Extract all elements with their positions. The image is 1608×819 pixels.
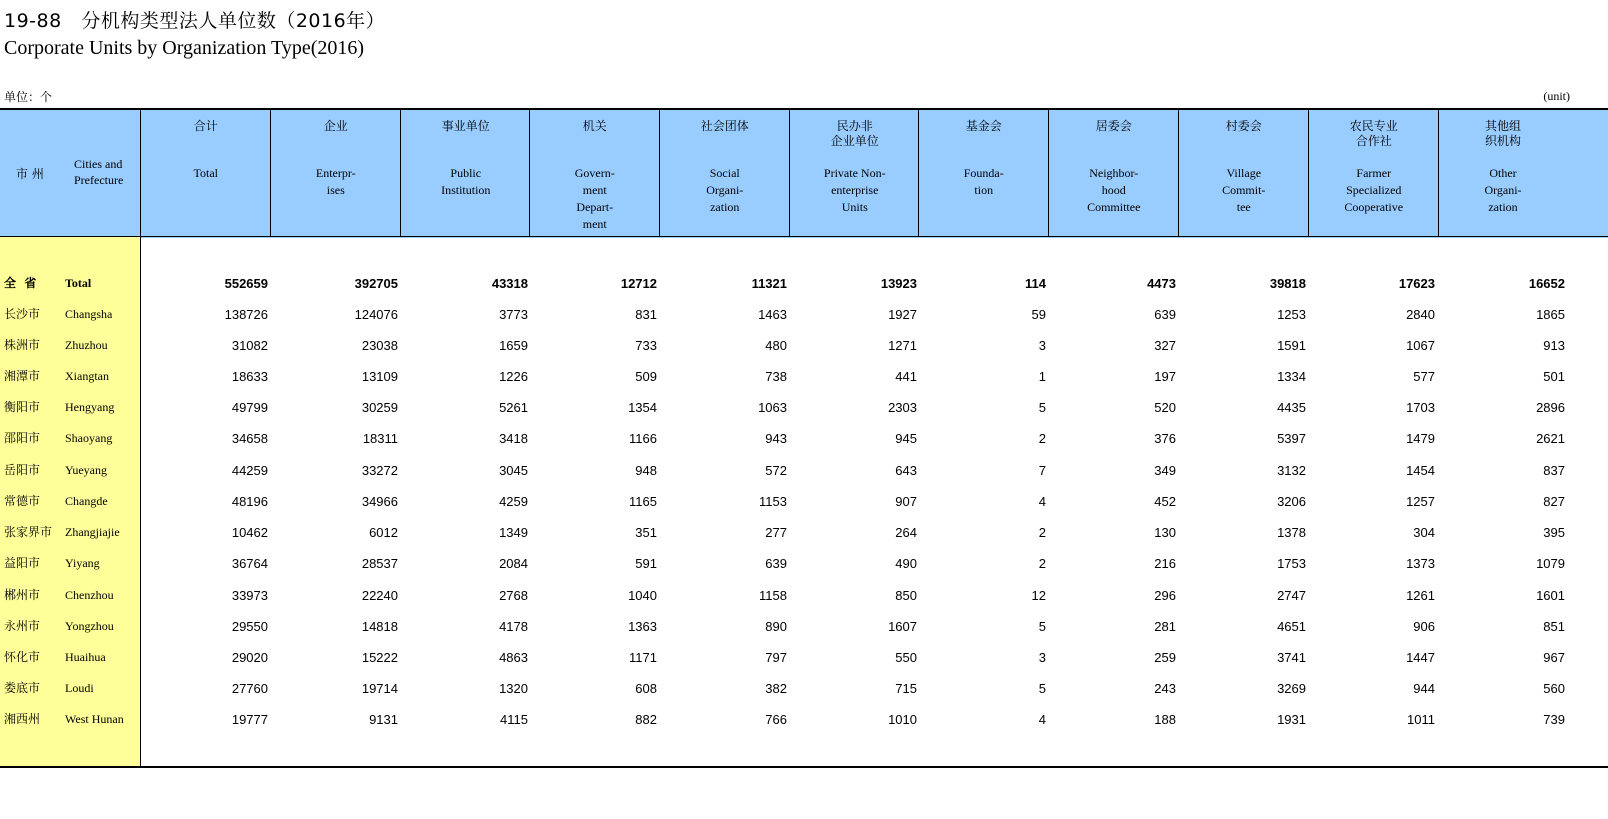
table-cell: 827 xyxy=(1543,494,1565,509)
table-row xyxy=(0,517,1608,548)
unit-label-en: (unit) xyxy=(1543,89,1570,103)
table-cell: 392705 xyxy=(354,276,398,291)
column-header-en: Social Organi- zation xyxy=(706,166,744,214)
table-cell: 572 xyxy=(765,463,787,478)
table-cell: 296 xyxy=(1154,588,1176,603)
column-header xyxy=(141,110,271,236)
table-cell: 2747 xyxy=(1277,588,1306,603)
table-cell: 36764 xyxy=(231,556,268,571)
table-cell: 4473 xyxy=(1147,276,1176,291)
table-cell: 1 xyxy=(1038,369,1046,384)
column-divider xyxy=(1048,110,1049,237)
table-cell: 831 xyxy=(635,307,657,322)
table-cell: 28537 xyxy=(361,556,398,571)
table-cell: 608 xyxy=(635,681,657,696)
row-label-cn: 娄底市 xyxy=(4,681,41,695)
table-cell: 3 xyxy=(1038,650,1046,665)
column-header-en: Total xyxy=(193,166,218,180)
table-cell: 1334 xyxy=(1277,369,1306,384)
table-cell: 48196 xyxy=(231,494,268,509)
column-header xyxy=(919,110,1049,236)
table-row xyxy=(0,642,1608,673)
row-label-cn: 长沙市 xyxy=(4,307,41,321)
table-cell: 130 xyxy=(1154,525,1176,540)
table-cell: 264 xyxy=(895,525,917,540)
table-cell: 23038 xyxy=(361,338,398,353)
table-cell: 1063 xyxy=(758,400,787,415)
row-label-cn: 邵阳市 xyxy=(4,431,41,445)
table-cell: 3 xyxy=(1038,338,1046,353)
table-cell: 197 xyxy=(1154,369,1176,384)
table-cell: 1373 xyxy=(1406,556,1435,571)
stub-header-en: Cities and Prefecture xyxy=(74,157,124,187)
column-header-cn: 农民专业 合作社 xyxy=(1349,119,1398,148)
table-row xyxy=(0,299,1608,330)
column-header-en: Founda- tion xyxy=(963,166,1004,197)
table-cell: 382 xyxy=(765,681,787,696)
table-cell: 43318 xyxy=(491,276,528,291)
table-cell: 18633 xyxy=(231,369,268,384)
bottom-rule xyxy=(0,766,1608,768)
table-cell: 1320 xyxy=(499,681,528,696)
column-divider xyxy=(789,110,790,237)
table-cell: 13109 xyxy=(361,369,398,384)
table-cell: 16652 xyxy=(1528,276,1565,291)
table-cell: 351 xyxy=(635,525,657,540)
table-cell: 11321 xyxy=(751,276,787,291)
table-cell: 3269 xyxy=(1277,681,1306,696)
table-row xyxy=(0,580,1608,611)
table-cell: 4863 xyxy=(499,650,528,665)
table-cell: 851 xyxy=(1543,619,1565,634)
table-cell: 1171 xyxy=(629,650,657,665)
table-cell: 7 xyxy=(1038,463,1046,478)
column-divider xyxy=(659,110,660,237)
table-cell: 2 xyxy=(1038,431,1046,446)
column-header-en: Govern- ment Depart- ment xyxy=(574,166,615,231)
column-header xyxy=(660,110,790,236)
column-divider xyxy=(270,110,271,237)
column-header-cn: 居委会 xyxy=(1095,119,1132,133)
table-cell: 560 xyxy=(1543,681,1565,696)
table-cell: 4 xyxy=(1038,712,1046,727)
column-header xyxy=(1439,110,1567,236)
table-cell: 552659 xyxy=(224,276,268,291)
row-label-en: Zhuzhou xyxy=(65,338,108,352)
table-cell: 1166 xyxy=(629,431,657,446)
column-header-en: Private Non- enterprise Units xyxy=(823,166,886,214)
table-cell: 19714 xyxy=(361,681,398,696)
table-cell: 33272 xyxy=(361,463,398,478)
table-cell: 2084 xyxy=(499,556,528,571)
table-cell: 216 xyxy=(1154,556,1176,571)
row-label-en: Total xyxy=(65,276,92,290)
table-row xyxy=(0,455,1608,486)
table-cell: 4651 xyxy=(1277,619,1306,634)
row-label-cn: 郴州市 xyxy=(4,588,41,602)
row-label-cn: 湘潭市 xyxy=(4,369,41,383)
row-label-en: Changsha xyxy=(65,307,113,321)
table-cell: 1931 xyxy=(1277,712,1306,727)
table-cell: 944 xyxy=(1413,681,1435,696)
column-header-cn: 基金会 xyxy=(965,119,1002,133)
table-cell: 906 xyxy=(1413,619,1435,634)
table-cell: 1447 xyxy=(1406,650,1435,665)
column-header-cn: 企业 xyxy=(323,119,348,133)
table-cell: 1257 xyxy=(1406,494,1435,509)
table-cell: 14818 xyxy=(361,619,398,634)
table-cell: 738 xyxy=(765,369,787,384)
column-divider xyxy=(1178,110,1179,237)
table-cell: 850 xyxy=(895,588,917,603)
table-cell: 39818 xyxy=(1269,276,1306,291)
table-cell: 890 xyxy=(765,619,787,634)
column-divider xyxy=(1308,110,1309,237)
table-cell: 490 xyxy=(895,556,917,571)
table-cell: 1378 xyxy=(1277,525,1306,540)
table-cell: 6012 xyxy=(369,525,398,540)
page-title-cn: 19-88 分机构类型法人单位数（2016年） xyxy=(4,10,386,32)
column-header-cn: 社会团体 xyxy=(700,119,749,133)
table-cell: 5 xyxy=(1038,619,1046,634)
table-cell: 3132 xyxy=(1277,463,1306,478)
table-cell: 948 xyxy=(635,463,657,478)
table-cell: 19777 xyxy=(231,712,268,727)
table-cell: 1927 xyxy=(888,307,917,322)
column-header xyxy=(271,110,401,236)
table-cell: 3741 xyxy=(1277,650,1306,665)
table-row xyxy=(0,361,1608,392)
page-title-en: Corporate Units by Organization Type(2016) xyxy=(4,37,365,59)
table-cell: 10462 xyxy=(231,525,268,540)
table-cell: 550 xyxy=(895,650,917,665)
table-row xyxy=(0,392,1608,423)
table-cell: 13923 xyxy=(880,276,917,291)
table-cell: 639 xyxy=(765,556,787,571)
table-cell: 1703 xyxy=(1406,400,1435,415)
table-cell: 1454 xyxy=(1406,463,1435,478)
table-cell: 2303 xyxy=(888,400,917,415)
table-cell: 1067 xyxy=(1406,338,1435,353)
table-cell: 1261 xyxy=(1406,588,1435,603)
table-cell: 5397 xyxy=(1277,431,1306,446)
table-cell: 1349 xyxy=(499,525,528,540)
table-cell: 591 xyxy=(635,556,657,571)
column-header-cn: 机关 xyxy=(582,119,607,133)
table-cell: 9131 xyxy=(369,712,398,727)
row-label-en: Xiangtan xyxy=(65,369,109,383)
column-header-cn: 其他组 织机构 xyxy=(1484,119,1521,148)
table-cell: 31082 xyxy=(231,338,268,353)
table-cell: 1165 xyxy=(629,494,657,509)
table-cell: 5 xyxy=(1038,681,1046,696)
table-cell: 12 xyxy=(1031,588,1046,603)
row-label-cn: 益阳市 xyxy=(4,556,41,570)
table-cell: 1011 xyxy=(1407,712,1435,727)
table-cell: 124076 xyxy=(354,307,398,322)
table-cell: 3045 xyxy=(499,463,528,478)
column-divider xyxy=(400,110,401,237)
table-cell: 44259 xyxy=(231,463,268,478)
table-cell: 1601 xyxy=(1536,588,1565,603)
table-cell: 1363 xyxy=(628,619,657,634)
table-cell: 1271 xyxy=(888,338,917,353)
row-label-cn: 株洲市 xyxy=(4,338,41,352)
row-label-en: Hengyang xyxy=(65,400,115,414)
table-row xyxy=(0,330,1608,361)
table-row xyxy=(0,673,1608,704)
row-label-en: Zhangjiajie xyxy=(65,525,120,539)
table-cell: 3206 xyxy=(1277,494,1306,509)
table-cell: 34658 xyxy=(231,431,268,446)
table-cell: 643 xyxy=(895,463,917,478)
table-cell: 2621 xyxy=(1536,431,1565,446)
table-cell: 30259 xyxy=(361,400,398,415)
table-cell: 59 xyxy=(1031,307,1046,322)
table-cell: 259 xyxy=(1154,650,1176,665)
table-cell: 4178 xyxy=(499,619,528,634)
table-cell: 4115 xyxy=(500,712,528,727)
table-cell: 5261 xyxy=(499,400,528,415)
table-cell: 882 xyxy=(635,712,657,727)
table-row xyxy=(0,486,1608,517)
column-divider xyxy=(918,110,919,237)
row-label-cn: 怀化市 xyxy=(4,650,41,664)
table-cell: 327 xyxy=(1154,338,1176,353)
row-label-cn: 岳阳市 xyxy=(4,463,41,477)
row-label-en: Yueyang xyxy=(65,463,107,477)
table-cell: 2 xyxy=(1038,525,1046,540)
column-header-en: Enterpr- ises xyxy=(315,166,356,197)
row-label-cn: 湘西州 xyxy=(4,712,41,726)
table-cell: 5 xyxy=(1038,400,1046,415)
column-header-cn: 合计 xyxy=(193,119,218,133)
table-cell: 12712 xyxy=(620,276,657,291)
table-cell: 29550 xyxy=(231,619,268,634)
table-cell: 27760 xyxy=(231,681,268,696)
table-cell: 1253 xyxy=(1277,307,1306,322)
table-cell: 1010 xyxy=(888,712,917,727)
table-row xyxy=(0,548,1608,579)
table-cell: 967 xyxy=(1543,650,1565,665)
table-cell: 943 xyxy=(765,431,787,446)
table-cell: 395 xyxy=(1543,525,1565,540)
column-divider xyxy=(1438,110,1439,237)
table-cell: 1865 xyxy=(1536,307,1565,322)
table-cell: 18311 xyxy=(362,431,398,446)
row-label-en: West Hunan xyxy=(65,712,124,726)
table-cell: 34966 xyxy=(361,494,398,509)
column-header-cn: 村委会 xyxy=(1225,119,1262,133)
table-cell: 577 xyxy=(1413,369,1435,384)
table-cell: 33973 xyxy=(231,588,268,603)
table-cell: 1607 xyxy=(888,619,917,634)
row-label-cn: 常德市 xyxy=(4,494,41,508)
table-cell: 441 xyxy=(895,369,917,384)
table-cell: 1659 xyxy=(499,338,528,353)
table-cell: 837 xyxy=(1543,463,1565,478)
row-label-cn: 全 省 xyxy=(4,276,37,290)
table-cell: 1354 xyxy=(628,400,657,415)
table-cell: 17623 xyxy=(1398,276,1435,291)
column-header-en: Public Institution xyxy=(441,166,491,197)
column-header xyxy=(1179,110,1309,236)
table-cell: 1226 xyxy=(499,369,528,384)
table-cell: 907 xyxy=(895,494,917,509)
table-cell: 3773 xyxy=(499,307,528,322)
table-cell: 509 xyxy=(635,369,657,384)
row-label-en: Yiyang xyxy=(65,556,100,570)
table-cell: 3418 xyxy=(499,431,528,446)
table-cell: 188 xyxy=(1154,712,1176,727)
row-label-en: Huaihua xyxy=(65,650,106,664)
table-row xyxy=(0,704,1608,735)
table-cell: 501 xyxy=(1543,369,1565,384)
table-cell: 138726 xyxy=(224,307,268,322)
row-label-en: Changde xyxy=(65,494,108,508)
unit-label-cn: 单位：个 xyxy=(4,90,53,104)
table-cell: 114 xyxy=(1025,276,1046,291)
row-label-cn: 张家界市 xyxy=(4,525,53,539)
table-row xyxy=(0,611,1608,642)
table-cell: 1591 xyxy=(1277,338,1306,353)
table-cell: 2840 xyxy=(1406,307,1435,322)
table-cell: 913 xyxy=(1543,338,1565,353)
row-label-en: Chenzhou xyxy=(65,588,114,602)
table-cell: 766 xyxy=(765,712,787,727)
table-cell: 29020 xyxy=(231,650,268,665)
table-cell: 1158 xyxy=(759,588,787,603)
column-header xyxy=(530,110,660,236)
stub-header-cn: 市 州 xyxy=(16,167,44,181)
table-cell: 243 xyxy=(1154,681,1176,696)
table-cell: 739 xyxy=(1543,712,1565,727)
row-label-en: Yongzhou xyxy=(65,619,114,633)
table-cell: 4435 xyxy=(1277,400,1306,415)
table-cell: 2896 xyxy=(1536,400,1565,415)
table-cell: 1079 xyxy=(1536,556,1565,571)
table-row xyxy=(0,268,1608,299)
table-cell: 304 xyxy=(1413,525,1435,540)
table-cell: 2 xyxy=(1038,556,1046,571)
header-rule xyxy=(0,236,1608,237)
column-divider xyxy=(529,110,530,237)
column-header xyxy=(1049,110,1179,236)
table-cell: 797 xyxy=(765,650,787,665)
table-cell: 480 xyxy=(765,338,787,353)
table-cell: 22240 xyxy=(361,588,398,603)
table-cell: 1153 xyxy=(759,494,787,509)
table-cell: 15222 xyxy=(361,650,398,665)
table-cell: 376 xyxy=(1154,431,1176,446)
table-cell: 4 xyxy=(1038,494,1046,509)
table-row xyxy=(0,423,1608,454)
column-header-en: Neighbor- hood Committee xyxy=(1087,166,1141,214)
table-cell: 715 xyxy=(895,681,917,696)
table-cell: 639 xyxy=(1154,307,1176,322)
table-cell: 1463 xyxy=(758,307,787,322)
row-label-en: Shaoyang xyxy=(65,431,113,445)
table-cell: 281 xyxy=(1154,619,1176,634)
table-cell: 1753 xyxy=(1277,556,1306,571)
table-cell: 277 xyxy=(765,525,787,540)
table-cell: 520 xyxy=(1154,400,1176,415)
row-label-cn: 永州市 xyxy=(4,619,41,633)
row-label-cn: 衡阳市 xyxy=(4,400,41,414)
column-header-en: Village Commit- tee xyxy=(1222,166,1266,214)
column-header-cn: 事业单位 xyxy=(441,119,490,133)
table-cell: 4259 xyxy=(499,494,528,509)
table-cell: 49799 xyxy=(231,400,268,415)
table-cell: 349 xyxy=(1154,463,1176,478)
column-header xyxy=(1309,110,1439,236)
column-header-cn: 民办非 企业单位 xyxy=(830,119,879,148)
table-cell: 1040 xyxy=(628,588,657,603)
table-cell: 1479 xyxy=(1406,431,1435,446)
column-header-en: Farmer Specialized Cooperative xyxy=(1344,166,1404,214)
column-header-en: Other Organi- zation xyxy=(1484,166,1522,214)
column-header xyxy=(790,110,920,236)
row-label-en: Loudi xyxy=(65,681,94,695)
table-cell: 452 xyxy=(1154,494,1176,509)
table-cell: 945 xyxy=(895,431,917,446)
table-cell: 733 xyxy=(635,338,657,353)
table-cell: 2768 xyxy=(499,588,528,603)
column-header xyxy=(401,110,531,236)
